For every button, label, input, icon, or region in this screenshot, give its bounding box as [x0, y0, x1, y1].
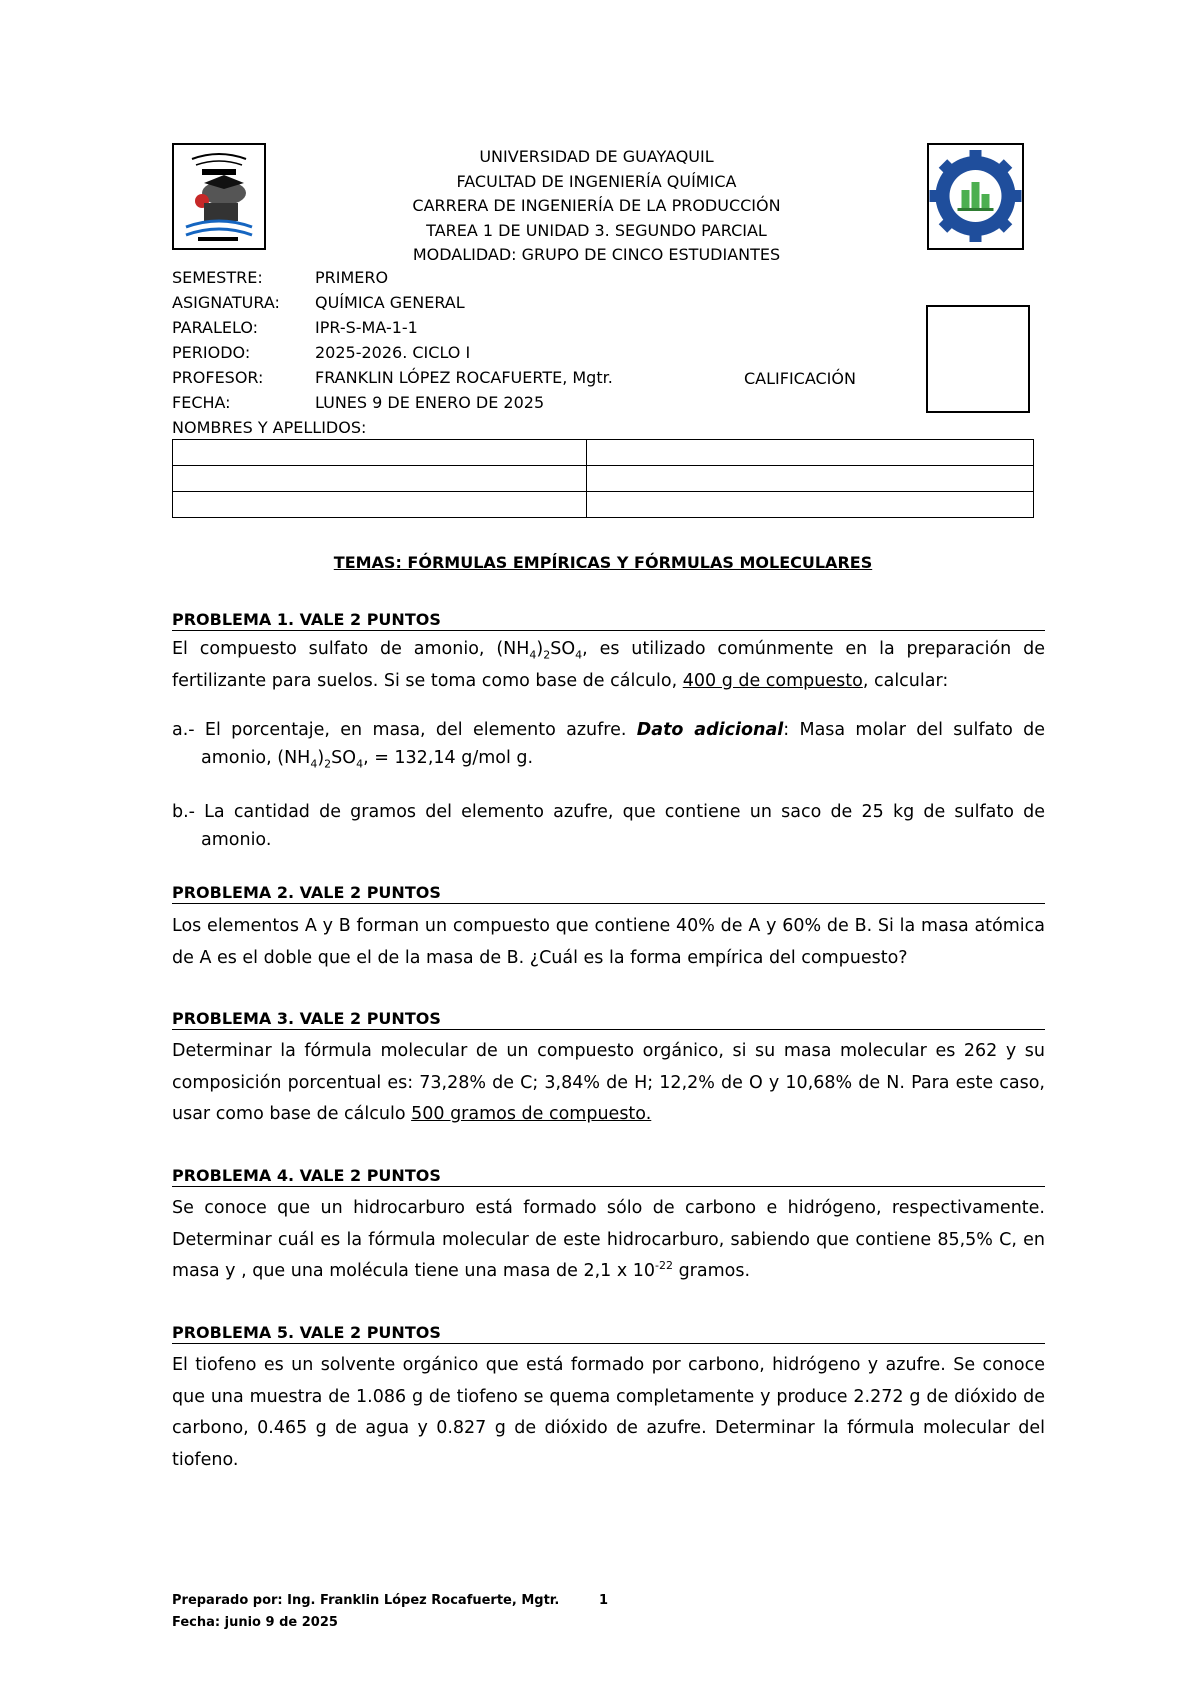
p1-item-a-so: SO — [331, 748, 357, 768]
footer-prepared: Preparado por: Ing. Franklin López Rocafuerte, Mgtr. — [172, 1593, 560, 1608]
topics-heading: TEMAS: FÓRMULAS EMPÍRICAS Y FÓRMULAS MOLECULARES — [333, 553, 873, 572]
profesor-value: FRANKLIN LÓPEZ ROCAFUERTE, Mgtr. — [315, 368, 613, 387]
problem-1-text — [172, 634, 1045, 697]
semestre-value: PRIMERO — [315, 268, 389, 287]
p1-sub-2: 2 — [543, 648, 551, 662]
problem-2-text: Los elementos A y B forman un compuesto que contiene 40% de A y 60% de B. Si la masa atómica de A es el doble que el de la masa de B. ¿Cuál es la forma empírica del compuesto? — [172, 916, 1045, 968]
semestre-label: SEMESTRE: — [172, 268, 263, 287]
p1-item-a-sub-4: 4 — [310, 757, 318, 771]
name-cell[interactable] — [587, 440, 1034, 466]
p3-text: Determinar la fórmula molecular de un compuesto orgánico, si su masa molecular es 262 y su composición porcentual es: 73,28% de C; 3,84% de H; 12,2% de O y 10,68% de N. Para este caso, usar como base de cálculo — [172, 1041, 1045, 1124]
career-name: CARRERA DE INGENIERÍA DE LA PRODUCCIÓN — [412, 196, 781, 216]
name-cell[interactable] — [587, 466, 1034, 492]
p1-item-a-sub-4b: 4 — [356, 757, 364, 771]
problem-1-title: PROBLEMA 1. VALE 2 PUNTOS — [172, 610, 1045, 631]
p1-item-a-paren: ) — [317, 748, 325, 768]
p1-item-a-sub-2: 2 — [324, 757, 332, 771]
problem-3-text — [172, 1036, 1045, 1131]
name-cell[interactable] — [173, 466, 587, 492]
grade-box[interactable] — [926, 305, 1030, 413]
faculty-name: FACULTAD DE INGENIERÍA QUÍMICA — [456, 171, 737, 191]
name-cell[interactable] — [587, 492, 1034, 518]
p1-underlined: 400 g de compuesto — [682, 670, 863, 691]
p4-exponent: -22 — [655, 1259, 674, 1273]
modality: MODALIDAD: GRUPO DE CINCO ESTUDIANTES — [412, 245, 781, 265]
p1-text-e: , calcular: — [862, 670, 949, 691]
name-cell[interactable] — [173, 492, 587, 518]
p1-text-a: El compuesto sulfato de amonio, (NH — [172, 639, 530, 659]
fecha-value: LUNES 9 DE ENERO DE 2025 — [315, 393, 545, 412]
p1-sub-4: 4 — [529, 648, 537, 662]
periodo-value: 2025-2026. CICLO I — [315, 343, 471, 362]
paralelo-label: PARALELO: — [172, 318, 259, 337]
p1-text-d: , es utilizado comúnmente en la preparación de fertilizante para suelos. Si se toma como base de cálculo, — [172, 639, 1045, 691]
problem-1-item-a — [172, 716, 1045, 772]
problem-2-title: PROBLEMA 2. VALE 2 PUNTOS — [172, 883, 1045, 904]
paralelo-value: IPR-S-MA-1-1 — [315, 318, 418, 337]
table-row — [173, 466, 1034, 492]
p1-item-a-tail: , = 132,14 g/mol g. — [363, 748, 534, 768]
p1-item-a-dato: Dato adicional — [636, 720, 784, 740]
problem-1-item-b: b.- La cantidad de gramos del elemento azufre, que contiene un saco de 25 kg de sulfato de amonio. — [172, 802, 1045, 850]
calificacion-label: CALIFICACIÓN — [744, 369, 856, 388]
asignatura-label: ASIGNATURA: — [172, 293, 280, 312]
university-name: UNIVERSIDAD DE GUAYAQUIL — [479, 147, 714, 166]
gear-logo-icon — [927, 143, 1024, 250]
footer-date: Fecha: junio 9 de 2025 — [172, 1615, 338, 1630]
names-label: NOMBRES Y APELLIDOS: — [172, 418, 367, 437]
table-row — [173, 492, 1034, 518]
problem-4-text — [172, 1193, 1045, 1288]
name-cell[interactable] — [173, 440, 587, 466]
p1-item-a-post: : Masa molar del sulfato de amonio, (NH — [201, 720, 1045, 768]
names-table — [172, 439, 1034, 518]
asignatura-value: QUÍMICA GENERAL — [315, 293, 465, 312]
p1-item-a-pre: a.- El porcentaje, en masa, del elemento azufre. — [172, 720, 637, 740]
p4-tail: gramos. — [673, 1261, 751, 1281]
page-number: 1 — [599, 1593, 609, 1608]
p4-text: Se conoce que un hidrocarburo está formado sólo de carbono e hidrógeno, respectivamente. Determinar cuál es la fórmula molecular de este hidrocarburo, sabiendo que contiene 85,5% C, en masa y , que una molécula tiene una masa de 2,1 x 10 — [172, 1198, 1045, 1281]
p3-underlined: 500 gramos de compuesto. — [411, 1104, 652, 1124]
table-row — [173, 440, 1034, 466]
document-header — [266, 145, 927, 268]
task-title: TAREA 1 DE UNIDAD 3. SEGUNDO PARCIAL — [426, 220, 767, 240]
p1-text-c: SO — [550, 639, 576, 659]
problem-5-text: El tiofeno es un solvente orgánico que está formado por carbono, hidrógeno y azufre. Se conoce que una muestra de 1.086 g de tiofeno se quema completamente y produce 2.272 g de dióxido de carbono, 0.465 g de agua y 0.827 g de dióxido de azufre. Determinar la fórmula molecular del tiofeno. — [172, 1355, 1045, 1470]
p1-text-b: ) — [536, 639, 544, 659]
periodo-label: PERIODO: — [172, 343, 251, 362]
fecha-label: FECHA: — [172, 393, 231, 412]
profesor-label: PROFESOR: — [172, 368, 264, 387]
p1-sub-4b: 4 — [575, 648, 583, 662]
problem-5-title: PROBLEMA 5. VALE 2 PUNTOS — [172, 1323, 1045, 1344]
university-crest-icon — [172, 143, 266, 250]
problem-3-title: PROBLEMA 3. VALE 2 PUNTOS — [172, 1009, 1045, 1030]
problem-4-title: PROBLEMA 4. VALE 2 PUNTOS — [172, 1166, 1045, 1187]
